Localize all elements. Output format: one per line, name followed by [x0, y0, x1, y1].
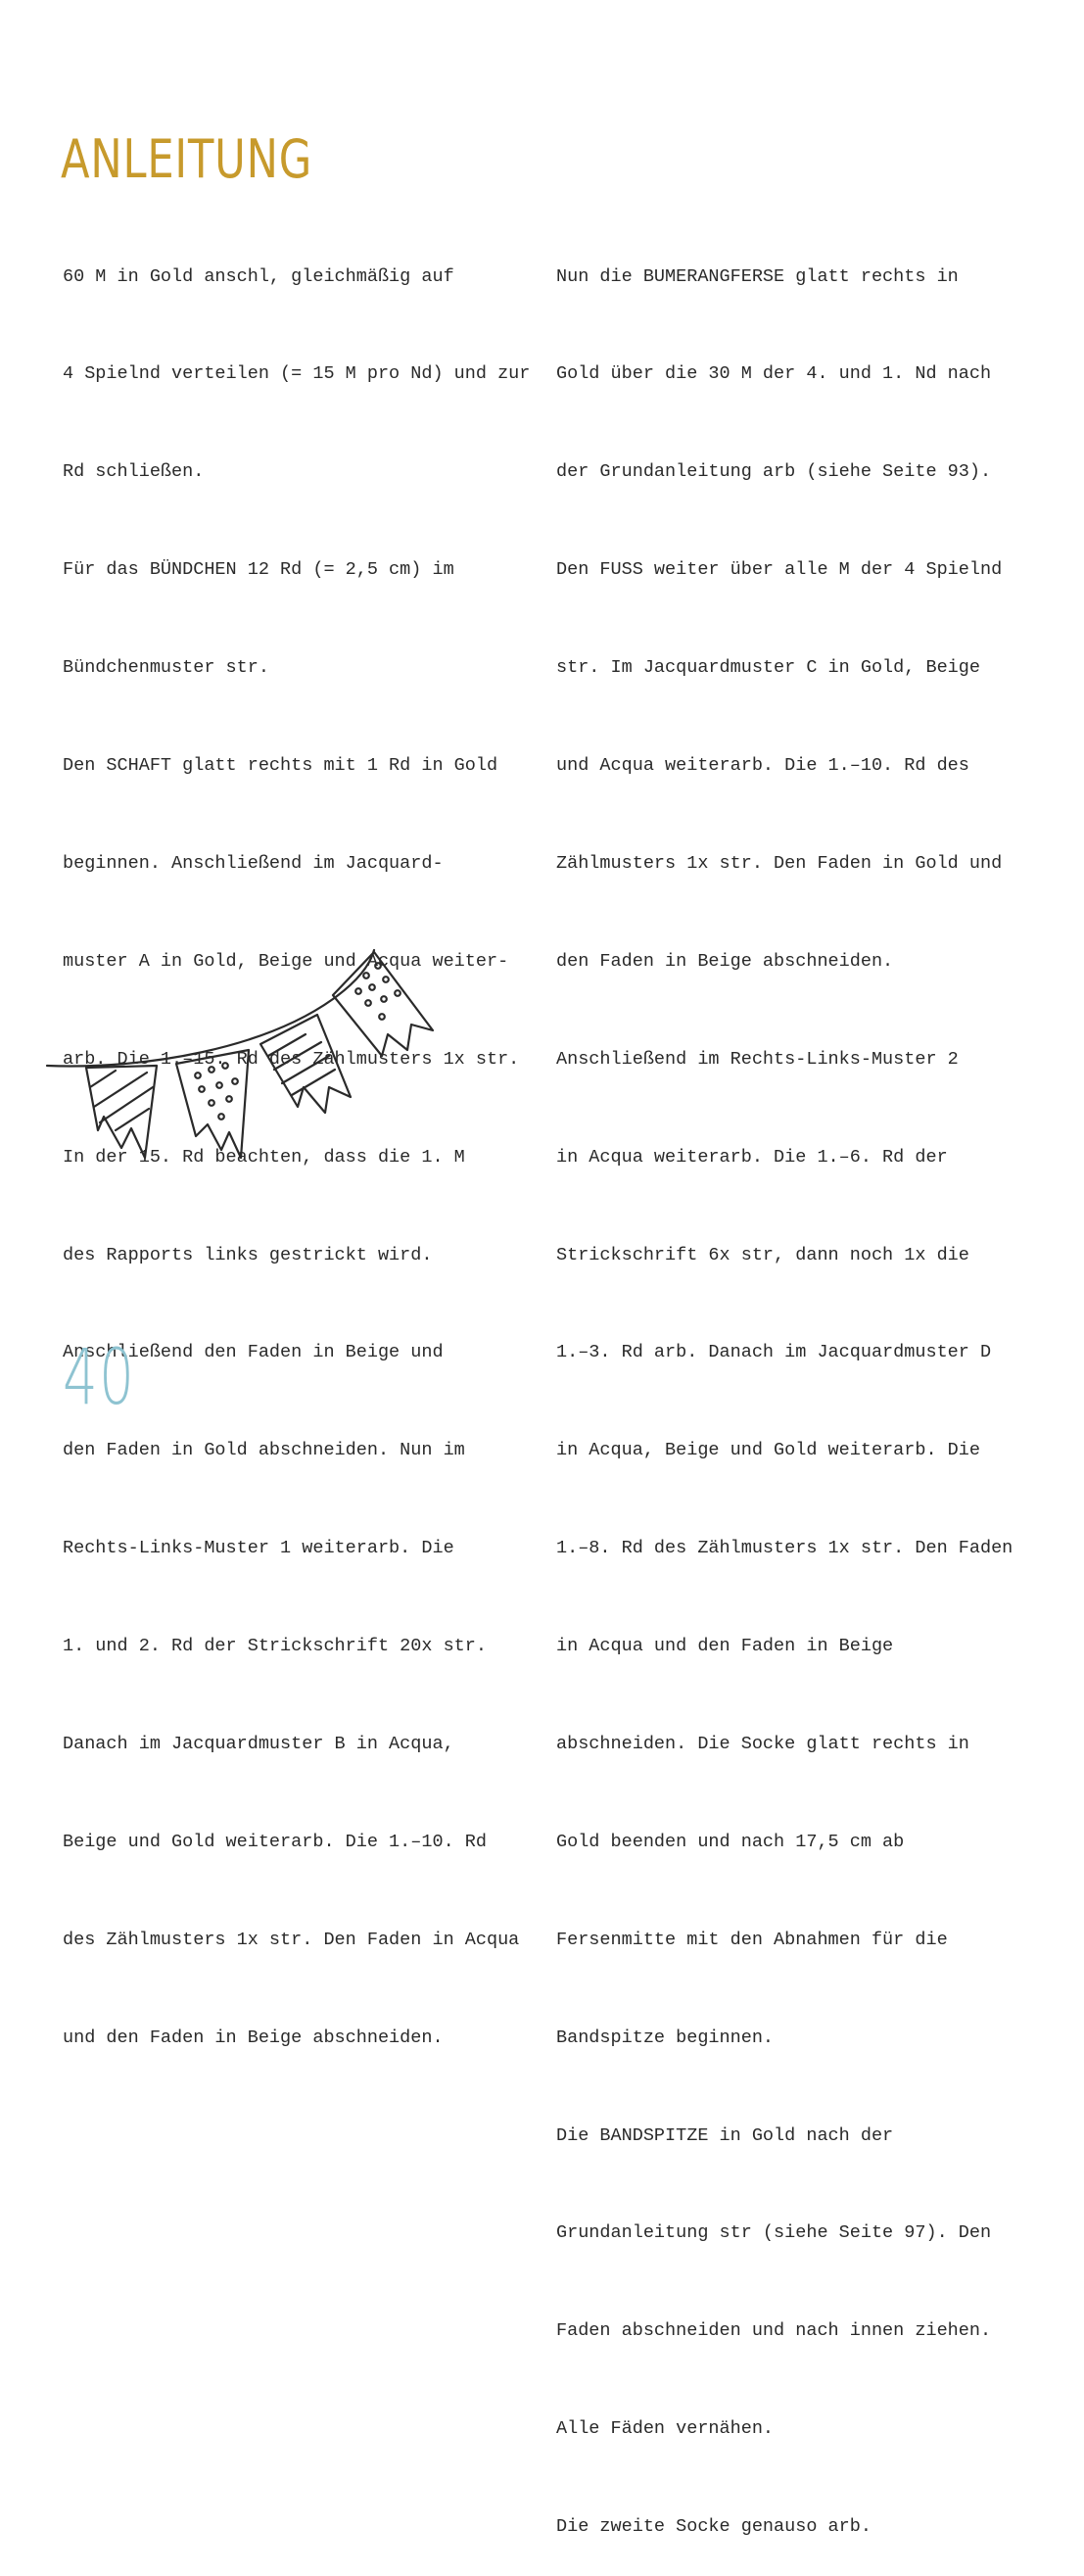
page-title: ANLEITUNG: [61, 128, 312, 190]
instructions-right-column: [556, 195, 1016, 2576]
instruction-line: Anschließend im Rechts-Links-Muster 2: [556, 1048, 959, 1070]
instruction-line: 60 M in Gold anschl, gleichmäßig auf: [63, 265, 454, 287]
instruction-line: Gold über die 30 M der 4. und 1. Nd nach: [556, 363, 992, 385]
page-number: 40: [63, 1334, 136, 1422]
instruction-line: in Acqua und den Faden in Beige: [556, 1636, 894, 1657]
instruction-line: Danach im Jacquardmuster B in Acqua,: [63, 1733, 454, 1754]
instruction-line: des Rapports links gestrickt wird.: [63, 1244, 433, 1265]
instruction-line: Die BANDSPITZE in Gold nach der: [556, 2124, 894, 2146]
instruction-line: Rechts-Links-Muster 1 weiterarb. Die: [63, 1538, 454, 1559]
instruction-line: Grundanleitung str (siehe Seite 97). Den: [556, 2222, 992, 2244]
instruction-line: In der 15. Rd beachten, dass die 1. M: [63, 1146, 465, 1168]
instruction-line: 1.–3. Rd arb. Danach im Jacquardmuster D: [556, 1342, 992, 1363]
instruction-line: in Acqua weiterarb. Die 1.–6. Rd der: [556, 1146, 948, 1168]
instruction-line: beginnen. Anschließend im Jacquard-: [63, 852, 444, 874]
instruction-line: arb. Die 1.–15. Rd des Zählmusters 1x str.: [63, 1048, 520, 1070]
instruction-line: und Acqua weiterarb. Die 1.–10. Rd des: [556, 755, 969, 777]
instruction-line: den Faden in Beige abschneiden.: [556, 950, 894, 972]
instruction-line: Strickschrift 6x str, dann noch 1x die: [556, 1244, 969, 1265]
instruction-line: Gold beenden und nach 17,5 cm ab: [556, 1831, 905, 1852]
instruction-line: Die zweite Socke genauso arb.: [556, 2516, 872, 2538]
instruction-line: 1. und 2. Rd der Strickschrift 20x str.: [63, 1636, 487, 1657]
instruction-line: und den Faden in Beige abschneiden.: [63, 2027, 444, 2048]
instruction-line: der Grundanleitung arb (siehe Seite 93).: [556, 461, 992, 483]
instruction-line: Beige und Gold weiterarb. Die 1.–10. Rd: [63, 1831, 487, 1852]
bunting-garland-icon: [39, 940, 450, 1185]
instruction-line: Fersenmitte mit den Abnahmen für die: [556, 1929, 948, 1950]
instruction-line: den Faden in Gold abschneiden. Nun im: [63, 1440, 465, 1461]
instruction-line: Den FUSS weiter über alle M der 4 Spielnd: [556, 559, 1003, 581]
instruction-line: Alle Fäden vernähen.: [556, 2418, 775, 2440]
instruction-line: muster A in Gold, Beige und Acqua weiter-: [63, 950, 509, 972]
instruction-line: Faden abschneiden und nach innen ziehen.: [556, 2320, 992, 2342]
instruction-line: Rd schließen.: [63, 461, 205, 483]
instruction-line: str. Im Jacquardmuster C in Gold, Beige: [556, 657, 980, 679]
instruction-line: Nun die BUMERANGFERSE glatt rechts in: [556, 265, 959, 287]
instruction-line: des Zählmusters 1x str. Den Faden in Acqua: [63, 1929, 520, 1950]
instruction-line: in Acqua, Beige und Gold weiterarb. Die: [556, 1440, 980, 1461]
instruction-line: abschneiden. Die Socke glatt rechts in: [556, 1733, 969, 1754]
instruction-line: Den SCHAFT glatt rechts mit 1 Rd in Gold: [63, 755, 498, 777]
instruction-line: Für das BÜNDCHEN 12 Rd (= 2,5 cm) im: [63, 559, 454, 581]
instruction-line: Zählmusters 1x str. Den Faden in Gold und: [556, 852, 1003, 874]
instruction-line: Bündchenmuster str.: [63, 657, 269, 679]
instruction-line: Bandspitze beginnen.: [556, 2027, 775, 2048]
instruction-line: 1.–8. Rd des Zählmusters 1x str. Den Faden: [556, 1538, 1013, 1559]
instruction-line: Anschließend den Faden in Beige und: [63, 1342, 444, 1363]
instruction-line: 4 Spielnd verteilen (= 15 M pro Nd) und zur: [63, 363, 531, 385]
